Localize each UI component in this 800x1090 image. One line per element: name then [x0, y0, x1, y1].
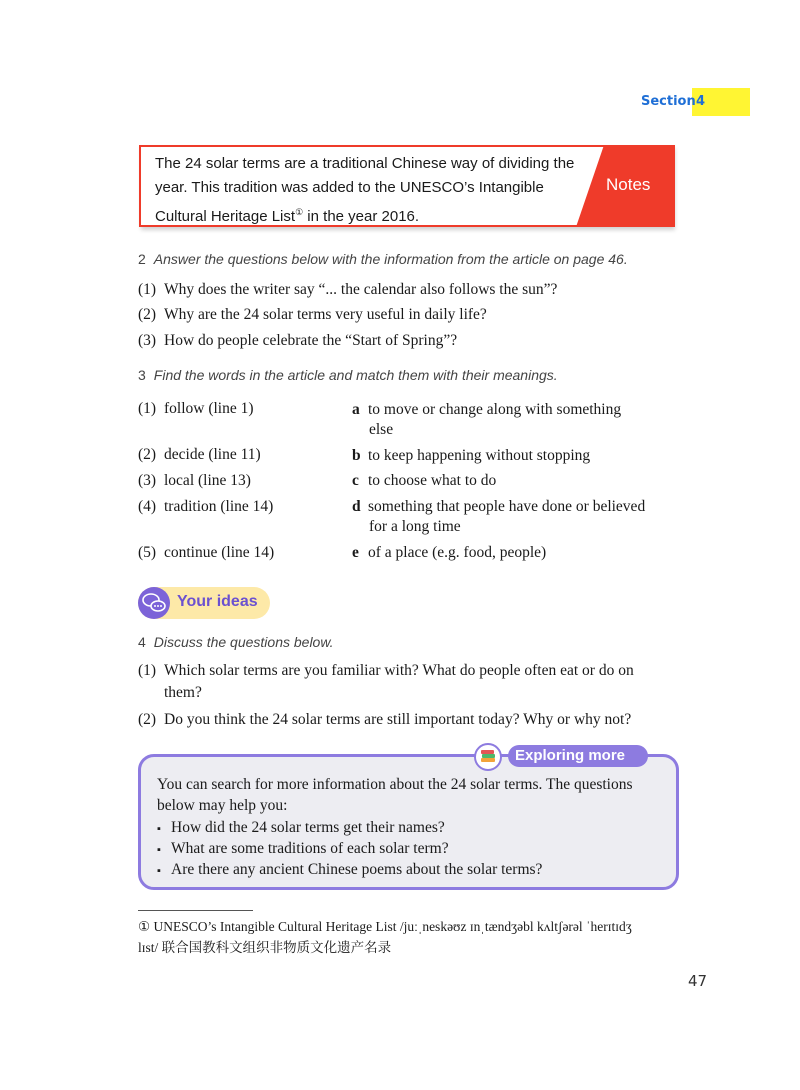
footnote-divider	[138, 910, 253, 911]
question-number: (2)	[138, 306, 157, 323]
meaning-letter: e	[352, 544, 359, 561]
bullet-icon: ▪	[157, 844, 161, 856]
meaning-text: of a place (e.g. food, people)	[368, 544, 547, 561]
task4-instruction	[138, 634, 334, 650]
match-word-1	[138, 399, 254, 419]
question-number: (2)	[138, 711, 157, 728]
footnote	[138, 916, 678, 958]
meaning-text: to move or change along with something	[368, 401, 622, 418]
question-text: How do people celebrate the “Start of Spring”?	[164, 332, 458, 349]
bullet-text: How did the 24 solar terms get their names?	[171, 819, 445, 836]
word-text: decide (line 11)	[164, 446, 261, 463]
match-meaning-b	[352, 446, 682, 466]
exploring-bullet-3	[157, 859, 542, 882]
word-number: (4)	[138, 498, 157, 515]
word-text: follow (line 1)	[164, 400, 254, 417]
notes-text-main: The 24 solar terms are a traditional Chinese way of dividing the year. This tradition was added to the UNESCO’s Intangible Cultural Heritage List	[155, 155, 575, 225]
chat-bubbles-icon	[138, 587, 170, 619]
task4-text: Discuss the questions below.	[153, 634, 334, 650]
exploring-bullet-2	[157, 838, 449, 861]
task2-question-1	[138, 279, 557, 301]
question-text: Do you think the 24 solar terms are still important today? Why or why not?	[164, 711, 632, 728]
question-text: Which solar terms are you familiar with? What do people often eat or do on	[164, 662, 634, 679]
word-text: tradition (line 14)	[164, 498, 274, 515]
footnote-marker: ①	[138, 919, 151, 934]
match-word-2	[138, 445, 261, 465]
word-number: (3)	[138, 472, 157, 489]
task4-question-1	[138, 660, 678, 704]
exploring-bullet-1	[157, 817, 445, 840]
match-word-5	[138, 543, 274, 563]
task3-instruction	[138, 367, 558, 383]
intro-line-2: below may help you:	[157, 797, 288, 814]
bullet-icon: ▪	[157, 865, 161, 877]
meaning-text: to keep happening without stopping	[368, 447, 591, 464]
task4-number: 4	[138, 634, 146, 650]
match-meaning-a	[352, 400, 682, 440]
word-number: (5)	[138, 544, 157, 561]
exploring-more-intro	[157, 774, 667, 816]
word-number: (1)	[138, 400, 157, 417]
page-number: 47	[688, 972, 708, 990]
match-meaning-d	[352, 497, 682, 537]
intro-line-1: You can search for more information about the 24 solar terms. The questions	[157, 776, 633, 793]
bullet-icon: ▪	[157, 823, 161, 835]
bullet-text: Are there any ancient Chinese poems about the solar terms?	[171, 861, 543, 878]
match-word-4	[138, 497, 273, 517]
task3-text: Find the words in the article and match them with their meanings.	[153, 367, 558, 383]
meaning-text: to choose what to do	[368, 472, 497, 489]
section-label: Section	[641, 94, 696, 109]
task2-question-3	[138, 330, 457, 352]
match-word-3	[138, 471, 251, 491]
meaning-text-cont: for a long time	[369, 518, 461, 535]
word-text: local (line 13)	[164, 472, 251, 489]
meaning-text-cont: else	[369, 421, 394, 438]
footnote-marker-ref: ①	[295, 207, 304, 217]
notes-label: Notes	[606, 175, 651, 194]
meaning-text: something that people have done or believed	[368, 498, 646, 515]
task2-number: 2	[138, 251, 146, 267]
question-number: (1)	[138, 281, 157, 298]
task2-instruction	[138, 251, 628, 267]
question-number: (3)	[138, 332, 157, 349]
meaning-letter: c	[352, 472, 359, 489]
task2-text: Answer the questions below with the information from the article on page 46.	[153, 251, 628, 267]
footnote-line-1: UNESCO’s Intangible Cultural Heritage List /juːˌneskəʊz ɪnˌtændʒəbl kʌltʃərəl ˈherɪtɪdʒ	[153, 919, 632, 934]
your-ideas-label: Your ideas	[177, 593, 258, 610]
word-number: (2)	[138, 446, 157, 463]
question-number: (1)	[138, 662, 157, 679]
word-text: continue (line 14)	[164, 544, 275, 561]
task3-number: 3	[138, 367, 146, 383]
footnote-line-2: lɪst/ 联合国教科文组织非物质文化遗产名录	[138, 940, 392, 955]
notes-text-end: in the year 2016.	[303, 208, 420, 225]
task4-question-2	[138, 709, 631, 731]
exploring-more-label: Exploring more	[515, 747, 626, 764]
question-text: Why does the writer say “... the calendar also follows the sun”?	[164, 281, 558, 298]
question-text: Why are the 24 solar terms very useful in daily life?	[164, 306, 487, 323]
task2-question-2	[138, 304, 487, 326]
match-meaning-c	[352, 471, 682, 491]
question-text-cont: them?	[164, 684, 202, 701]
meaning-letter: b	[352, 447, 361, 464]
books-icon	[474, 743, 502, 771]
match-meaning-e	[352, 543, 682, 563]
notes-text	[155, 152, 585, 229]
meaning-letter: d	[352, 498, 361, 515]
meaning-letter: a	[352, 401, 360, 418]
bullet-text: What are some traditions of each solar term?	[171, 840, 449, 857]
section-number: 4	[696, 94, 706, 109]
